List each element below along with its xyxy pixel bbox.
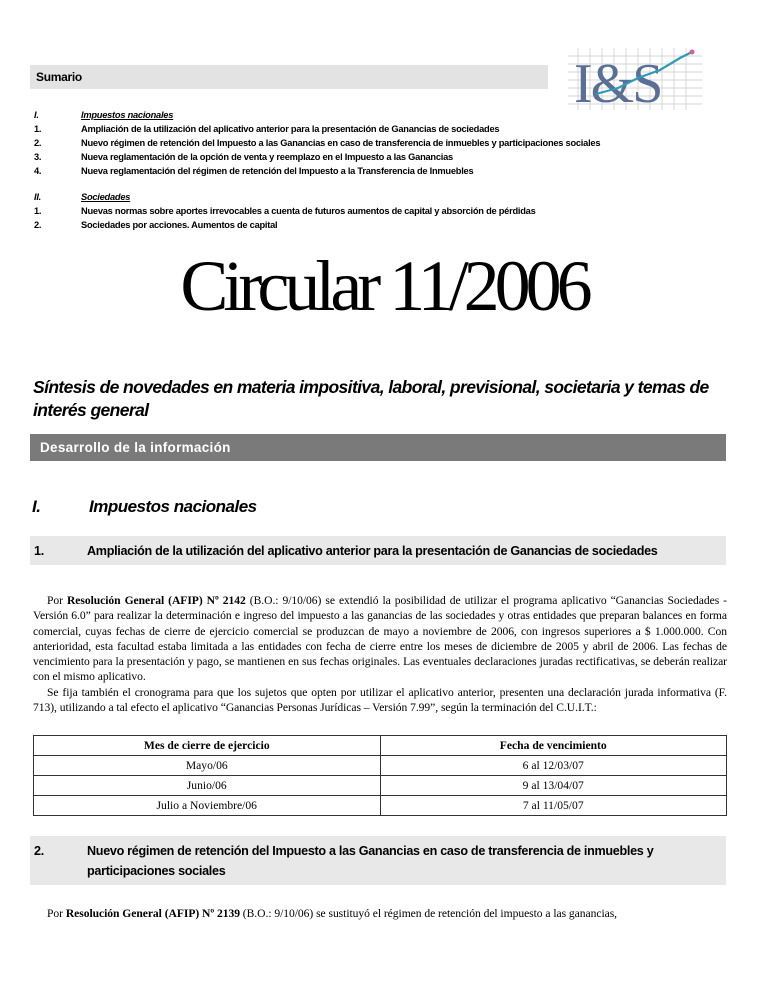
table-cell: Junio/06 [34, 776, 381, 796]
paragraph: Por Resolución General (AFIP) Nº 2142 (B.O.: 9/10/06) se extendió la posibilidad de utilizar el programa aplicativo “Ganancias Sociedades - Versión 6.0” para realizar la determinación e ingreso del impuesto a las ganancias de las sociedades y otras entidades que preparan balances en forma comercial, cuyas fechas de cierre de ejercicio comercial se produzcan de mayo a noviembre de 2006, con ingresos superiores a $ 1.000.000. Con anterioridad, esta facultad estaba limitada a las entidades con fecha de cierre entre los meses de diciembre de 2005 y abril de 2006. Las fechas de vencimiento para la presentación y pago, se mantienen en sus fechas originales. Las eventuales declaraciones juradas rectificativas, se deberán realizar con el mismo aplicativo. [33, 594, 727, 684]
table-cell: 9 al 13/04/07 [380, 776, 727, 796]
section-heading: I. Impuestos nacionales [32, 497, 257, 516]
toc-section-i [34, 108, 600, 178]
summary-header: Sumario [30, 65, 548, 89]
table-row [34, 756, 727, 776]
table-cell: 7 al 11/05/07 [380, 796, 727, 816]
toc-item: 2. Sociedades por acciones. Aumentos de capital [34, 220, 278, 230]
toc-item: 1. Ampliación de la utilización del aplicativo anterior para la presentación de Ganancias de sociedades [34, 124, 500, 134]
paragraph: Se fija también el cronograma para que los sujetos que opten por utilizar el aplicativo anterior, presenten una declaración jurada informativa (F. 713), utilizando a tal efecto el aplicativo “Ganancias Personas Jurídicas – Versión 7.99”, según la terminación del C.U.I.T.: [33, 686, 727, 715]
table-row [34, 776, 727, 796]
subsection-heading: 1. Ampliación de la utilización del aplicativo anterior para la presentación de Ganancias de sociedades [30, 536, 726, 565]
table-row [34, 796, 727, 816]
toc-item: 1. Nuevas normas sobre aportes irrevocables a cuenta de futuros aumentos de capital y absorción de pérdidas [34, 206, 536, 216]
table-cell: Mayo/06 [34, 756, 381, 776]
table-header-row [34, 736, 727, 756]
column-header: Mes de cierre de ejercicio [34, 736, 381, 756]
toc-section-heading: II. Sociedades [34, 192, 131, 202]
toc-item: 4. Nueva reglamentación del régimen de retención del Impuesto a la Transferencia de Inmuebles [34, 166, 474, 176]
column-header: Fecha de vencimiento [380, 736, 727, 756]
table-cell: Julio a Noviembre/06 [34, 796, 381, 816]
circular-title: Circular 11/2006 [180, 246, 588, 326]
logo-text: I&S [574, 53, 662, 110]
schedule-table [33, 735, 727, 816]
toc-item: 3. Nueva reglamentación de la opción de venta y reemplazo en el Impuesto a las Ganancias [34, 152, 453, 162]
subsection-heading: 2. Nuevo régimen de retención del Impuesto a las Ganancias en caso de transferencia de inmuebles y participaciones sociales [30, 836, 726, 885]
table-cell: 6 al 12/03/07 [380, 756, 727, 776]
toc-item: 2. Nuevo régimen de retención del Impuesto a las Ganancias en caso de transferencia de inmuebles y participaciones sociales [34, 138, 601, 148]
development-header: Desarrollo de la información [30, 434, 726, 461]
toc-section-heading: I. Impuestos nacionales [34, 110, 174, 120]
toc-section-ii [34, 190, 536, 232]
company-logo [568, 48, 702, 110]
paragraph: Por Resolución General (AFIP) Nº 2139 (B.O.: 9/10/06) se sustituyó el régimen de retención del impuesto a las ganancias, [47, 907, 618, 920]
synthesis-subtitle: Síntesis de novedades en materia impositiva, laboral, previsional, societaria y temas de interés general [33, 377, 709, 420]
